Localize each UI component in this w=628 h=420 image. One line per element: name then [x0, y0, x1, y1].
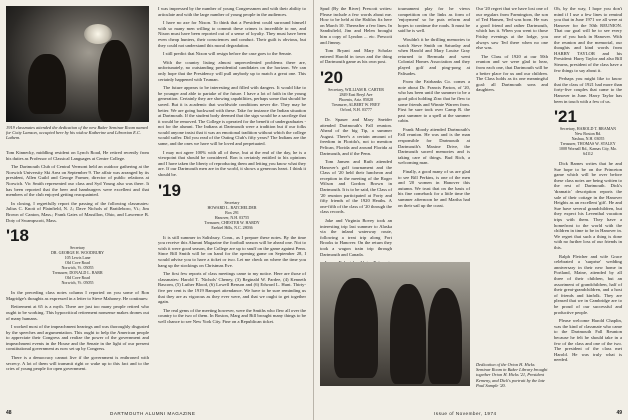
treasurer-address: Ezekiel Hills, N.C. 28036 [211, 224, 253, 230]
secretary-label: Secretary [224, 199, 240, 205]
secretary-address: Nashua, N.H. 03055 [571, 136, 605, 142]
paragraph: The first few reports of class meetings came to my notice. Here are those of classmates: Harold T. 'Nichols' Cheney, (3) Reginald W. Pardee, (4) Kenneth Bascom, (5) Luther Blood, (6) Lowell Benson and (6) Edward L. Hunt. Thirty-five per cent is the 1919 Banquet attendance. We have to be sure reminding us that they are as vigorous as they ever were, and that we ought to get together again. [158, 271, 306, 305]
paragraph: Dr. Spauer and Mary Sneider attended Dartmouth's Fall reunion. Ahead of the big Tip, a summer August. There's a certain amount of freedom in Florida's, not to mention Pelican, Florida and around Florida at Dartmouth, and if the Penn. [320, 116, 392, 156]
paragraph: Retirement at 65 is a myth. There are just too many people retired who ought to be working. This hypocritical retirement nonsense makes drones out of many humans. [6, 304, 149, 321]
secretary-address: Box 291 [225, 209, 239, 215]
paragraph: Jake and Virginia Bovey took an interesting trip last summer to Alaska via the inland waterway route, following a treat trip along Fort Brooks to Hanover. On the return they took a wagon train trip through Dartmouth and Canada. [320, 218, 392, 257]
paragraph: Wouldn't it be thrilling memories to watch Steve Smith on Saturday and when Harold and Mary Louise Gray returned to Bermuda and went Colonial Homes Association and they played golf and ping-pong at Palisades. [398, 36, 470, 76]
paragraph: Our '20 regret that we have lost one of our regulars from Farmington, the son of Ted Hansen, Ted was born. He was a good friend and rather Dartmouth, which has it. When you went to those Friday evenings at the lodge, you always saw Ted there when no one else was. [476, 6, 548, 51]
paragraph: Frank Moody attended Dartmouth's Fall reunion. He was and is the man responsible for Dartmouth at Dartmouth's Maxine Drive, the Dartmouth sacred memories and is taking care of things. Bud Rich, a welcoming man. [398, 126, 470, 166]
treasurer-address: Old Cove Road [65, 275, 90, 281]
paragraph: From the Fairbanks Co. comes a note about Dr. Francis Parton, of '20, who has been until the summer to be a good pilot holding Zinc that he flew to some friends and Winnie Warren from. First he sure took over Camp R. the past summer to a spell at the summer cabin. [398, 79, 470, 124]
paragraph: Spud (By the River) Prescott writes: Please include a few words about me. How to be held at the Halifax fix here on March 10. Thereafter a few lines. In Sandisfield, Jim and Helen brought him a copy of Lyndon ... etc. Prescott and Jimmy. [320, 6, 392, 45]
treasurer-label: Treasurer, DONALD L. BARR [52, 270, 103, 276]
treasurer-address: Orford, N.H. 03777 [340, 106, 372, 112]
seated-woman-figure [28, 54, 66, 114]
class-heading-21 [554, 108, 622, 156]
secretary-address: Phoenix, Ariz. 85028 [339, 96, 373, 102]
paragraph: I have no axe for Nixon. To think that a President could surround himself with so many men willing to commit these crimes is incredible to me, and Nixon must have been reported out of a sense of loyalty. They must have been even cheap hunters, their consciences and conduct. Their guilt is obvious, but they could not understand this moral degradation. [158, 20, 306, 48]
paragraph: The Dartmouth Club of Central Vermont held an outdoor gathering at the Norwich University Ski Area on September 9. The affair was arranged by its president, Allen Guild and George Farmer, director of public relations at Norwich. Vic Smith represented our class and Syd Young also was there. It has been reported that the beer and hamburgers were excellent and that members of the club enjoyed getting reacquainted. [6, 164, 149, 198]
paragraph: Tom Bryant and Mary Scholar entered Harold in town and the thing of Dartmouth game as his own post. [320, 48, 392, 65]
paragraph: There is a democracy cannot live if the government is enthroned with secrecy. A lot of them will transmit right or wake up to this fact and to the cries of young people for open government. [6, 355, 149, 372]
dedication-photo-1919 [6, 6, 149, 122]
column-left-1 [6, 150, 149, 408]
class-year: '19 [158, 180, 181, 200]
photo-caption-right: Dedication of the Orton H. Hicks Seminar Room in Baker Library brought together Orton H. Hicks '21, President Kemeny, and Dick's portrait by the late Paul Sample '20. [476, 362, 548, 388]
paragraph: I may not agree 100% with all of these, but at the end of the day, he is a viewpoint that should be considered. Ron is certainly entitled to his opinions and I have taken the liberty of reproducing them and letting you know what they are. If our Dartmouth men are in the world, it shows a generous heart. I think it should be. [158, 149, 306, 178]
magazine-footer: DARTMOUTH ALUMNI MAGAZINE [110, 411, 196, 416]
paragraph: Perhaps you might like to know that the class of 1921 had more than forty-five couples that came to the Hanover in June. Harry Taylor has been in touch with a few of us. [554, 76, 622, 104]
paragraph: Oh, by the way, I hope you don't mind if I use a few lines to remind you that in June 1971 we all were at Hanover for the 50th REUNION. That our goal will be to see every one of you back in Hanover. With the reunion and the memorial, our thoughts and kind words from HARRY TAYLOR and his President: Harry Taylor and also Bill Stearns, president of the class have a few things to say about it. [554, 6, 622, 73]
secretary-address: 105 Lewis Lane [64, 255, 91, 261]
paragraph: The future appears to be interesting and filled with dangers. It would like to be younger and able to partake of the future. I have a lot of faith in the young generation. Certainly they are showing capabilities, perhaps some that should be saved. But it is academic that worldwide conditions never die. They may be better. We are going backward with these. Take for instance the Indian situation at Dartmouth. If the student body deemed that the sign would be a sacrilege that it would be removed. The College is operated for the benefit of undergraduates - not for the alumni. The Indians at Dartmouth were a tradition but if our folks would anyone insist that it was an emotional tradition without which the college would suffer. Did you read of the Outing Club's fifty years? The Indians are the same, and the ones we have will be loved and perpetuated. [158, 85, 306, 147]
paragraph: Ralph Fletcher and wife Grace celebrated a 'surprise' wedding anniversary in their new home in Portland, Maine, attended by all three of their children, but an assortment of grandchildren, half of their great-grandchildren, and a host of friends and kinfolk. They are pleased that we in Cambridge are to be proud of our successful and productive people. [554, 253, 622, 315]
right-page [314, 0, 628, 420]
paragraph: In closing, I regretfully report the passing of the following classmates: Julius C. Knott of Plainfield, N. J.; Dave Nichols of Brattleboro, Vt.; Jim Brown of Canton, Mass.; Frank Gates of Massillon, Ohio, and Lawrence B. Doty of Swampscott, Mass. [6, 200, 149, 223]
secretary-address: Old Cove Road [65, 260, 90, 266]
secretary-name: HOWARD L. BATCHELDER [207, 204, 257, 210]
paragraph: Tom Jansen and Ruth attended Hanover's golf tournament and the Class of '20 held their luncheon and reception in the meeting of the Roger Wilson and Gordon Brown in Dartmouth. It is to be said, the Class of '20 reunion participated at Forty and fifty friends of the 1920 Heaths. A one-fifth of the class of '20 through the class records. [320, 159, 392, 215]
standing-man-figure [390, 284, 426, 384]
secretary-address: New Boston Rd. [574, 131, 602, 137]
paragraph: tournament play for he views competition on the links as form of 'enjoyment' so he puts reform and hopes to continue the roads. It must be said he is well. [398, 6, 470, 34]
column-right-3 [476, 6, 548, 258]
paragraph: The real gems of the meeting however, were the Smiths who flew all over the country to the two of them. In Boston, Marg and Bill brought many things to be well chance to see New York City. Fine on a Republican ticket. [158, 307, 306, 324]
secretary-label: Secretary, HAROLD T. BRAMAN [559, 126, 617, 132]
secretary-address: Norwich, Vt. 05055 [61, 265, 94, 271]
paragraph: Dick Barnes writes that he and Sue hope to be on the Princeton game which will be over before these class notes are being written to the rest of Dartmouth. Dick's 'dramatic' description reports the sale of their cottage in the Hanover Heights as an excellent 'gift'. He and Sue have several grandchildren, but they expect his Leventhal vacation trips with them. They have a homefront to the world with the children in time to be in Hanover in. We regret that such a thing is done with no further loss of our friends in this. [554, 161, 622, 250]
secretary-address: Hanover, N.H. 03755 [214, 214, 250, 220]
paragraph: Please welcome Harold Chaplin, was the kind of classmate who came to the Dartmouth Fall Reunion because he felt he should take in a few of the class and one of the two. The president of the class met Harold. He was truly what is needed. [554, 318, 622, 363]
secretary-address: 2849 East Beryl Ave [339, 91, 373, 97]
column-right-2 [398, 6, 470, 258]
column-right-1 [320, 6, 392, 258]
page-number-left: 48 [6, 410, 12, 416]
secretary-label: Secretary, WILLIAM B. CARTER [328, 86, 384, 92]
portrait-figure [334, 278, 378, 378]
class-year: '18 [6, 226, 29, 246]
photo-caption-left: 1919 classmates attended the dedication of the new Baker Seminar Room named for Cotty Lamson, occupied here by his widow Katherine and Librarian E.C. Lathem. [6, 125, 148, 141]
column-right-4 [554, 6, 622, 408]
secretary-name: DR. GEORGE H. WOODBURY [51, 250, 104, 256]
class-year: '20 [320, 67, 343, 87]
column-left-2 [158, 6, 306, 408]
treasurer-label: Treasurer, CHESTER W. HARDY [204, 219, 260, 225]
dedication-photo-hicks [320, 262, 470, 386]
treasurer-address: 1008 Wornall Rd., Kansas City, Mo. 64112 [558, 146, 618, 157]
standing-man-figure [98, 40, 132, 122]
treasurer-label: Treasurer, THOMAS W. STALEY [560, 141, 616, 147]
class-heading-19 [158, 182, 306, 230]
secretary-label: Secretary [69, 245, 86, 251]
paragraph: In the preceding class notes column I reported on you some of Ron Magridge's thoughts as expressed in a letter to Steve Mahoney. He continues: [6, 290, 149, 301]
page-number-right: 49 [616, 410, 622, 416]
class-year: '21 [554, 107, 577, 127]
class-heading-18 [6, 227, 149, 285]
paragraph: With the country listing almost unprecedented problems there are, unfortunately, no outstanding presidential candidates on the horizon. We can only hope that the Presidency will pull anybody up to match a great one. This certainly happened with Truman. [158, 59, 306, 82]
treasurer-label: Treasurer, ALBERT W. FREY [331, 101, 381, 107]
paragraph: Tom Kinnecky, middling resident on Lynch Road, He retired recently from his duties as Professor of Classical Languages at Centre College. [6, 150, 149, 161]
paragraph: The Class of 1920 at our 50th reunion and we were glad to hear, from each one, that Dartmouth will be a better place for us and our children. The Class holds as its one meaningful goal: all Dartmouth sons and daughters. [476, 53, 548, 93]
paragraph: I was impressed by the number of young Congressmen and with their ability to articulate and with the large number of young people in the audiences. [158, 6, 306, 17]
treasurer-address: Norwich, Vt. 05055 [61, 280, 94, 286]
class-heading-20 [320, 69, 392, 112]
paragraph: It is still summer in Salisbury. Conn., as I prepare these notes. By the time you receive this Alumni Magazine the football season will be ahead one. Not to wish it were good season, the College are up to snuff on the game against Penn. Since Bill Smith will be on hand for the opening game on September 28, I would advise you to have a ticket or two. Let me check on where the time you hang up the stockings on Christmas Eve. [158, 234, 306, 268]
paragraph: I worked most of the impeachment hearings and was thoroughly disgusted by the speeches and argumentation. This ought to help the American people to appreciate their Congress and realize the power of the government and impeachment events in the House and the Senate in the light of our present constitutional government as now set up by Congress. [6, 324, 149, 352]
standing-man-figure [428, 288, 462, 384]
issue-footer: Issue of November, 1974 [434, 411, 497, 416]
paragraph: Finally, a good many of us are glad to see Bill Perkins, is one of the men and '20 women in Hanover this autumn. We trust that on the basis of his fine comeback for a little time the summer afternoon he and Martha had on their sail up the coast. [398, 169, 470, 208]
paragraph: I still predict that Nixon will resign before the case goes to the Senate. [163, 51, 293, 57]
